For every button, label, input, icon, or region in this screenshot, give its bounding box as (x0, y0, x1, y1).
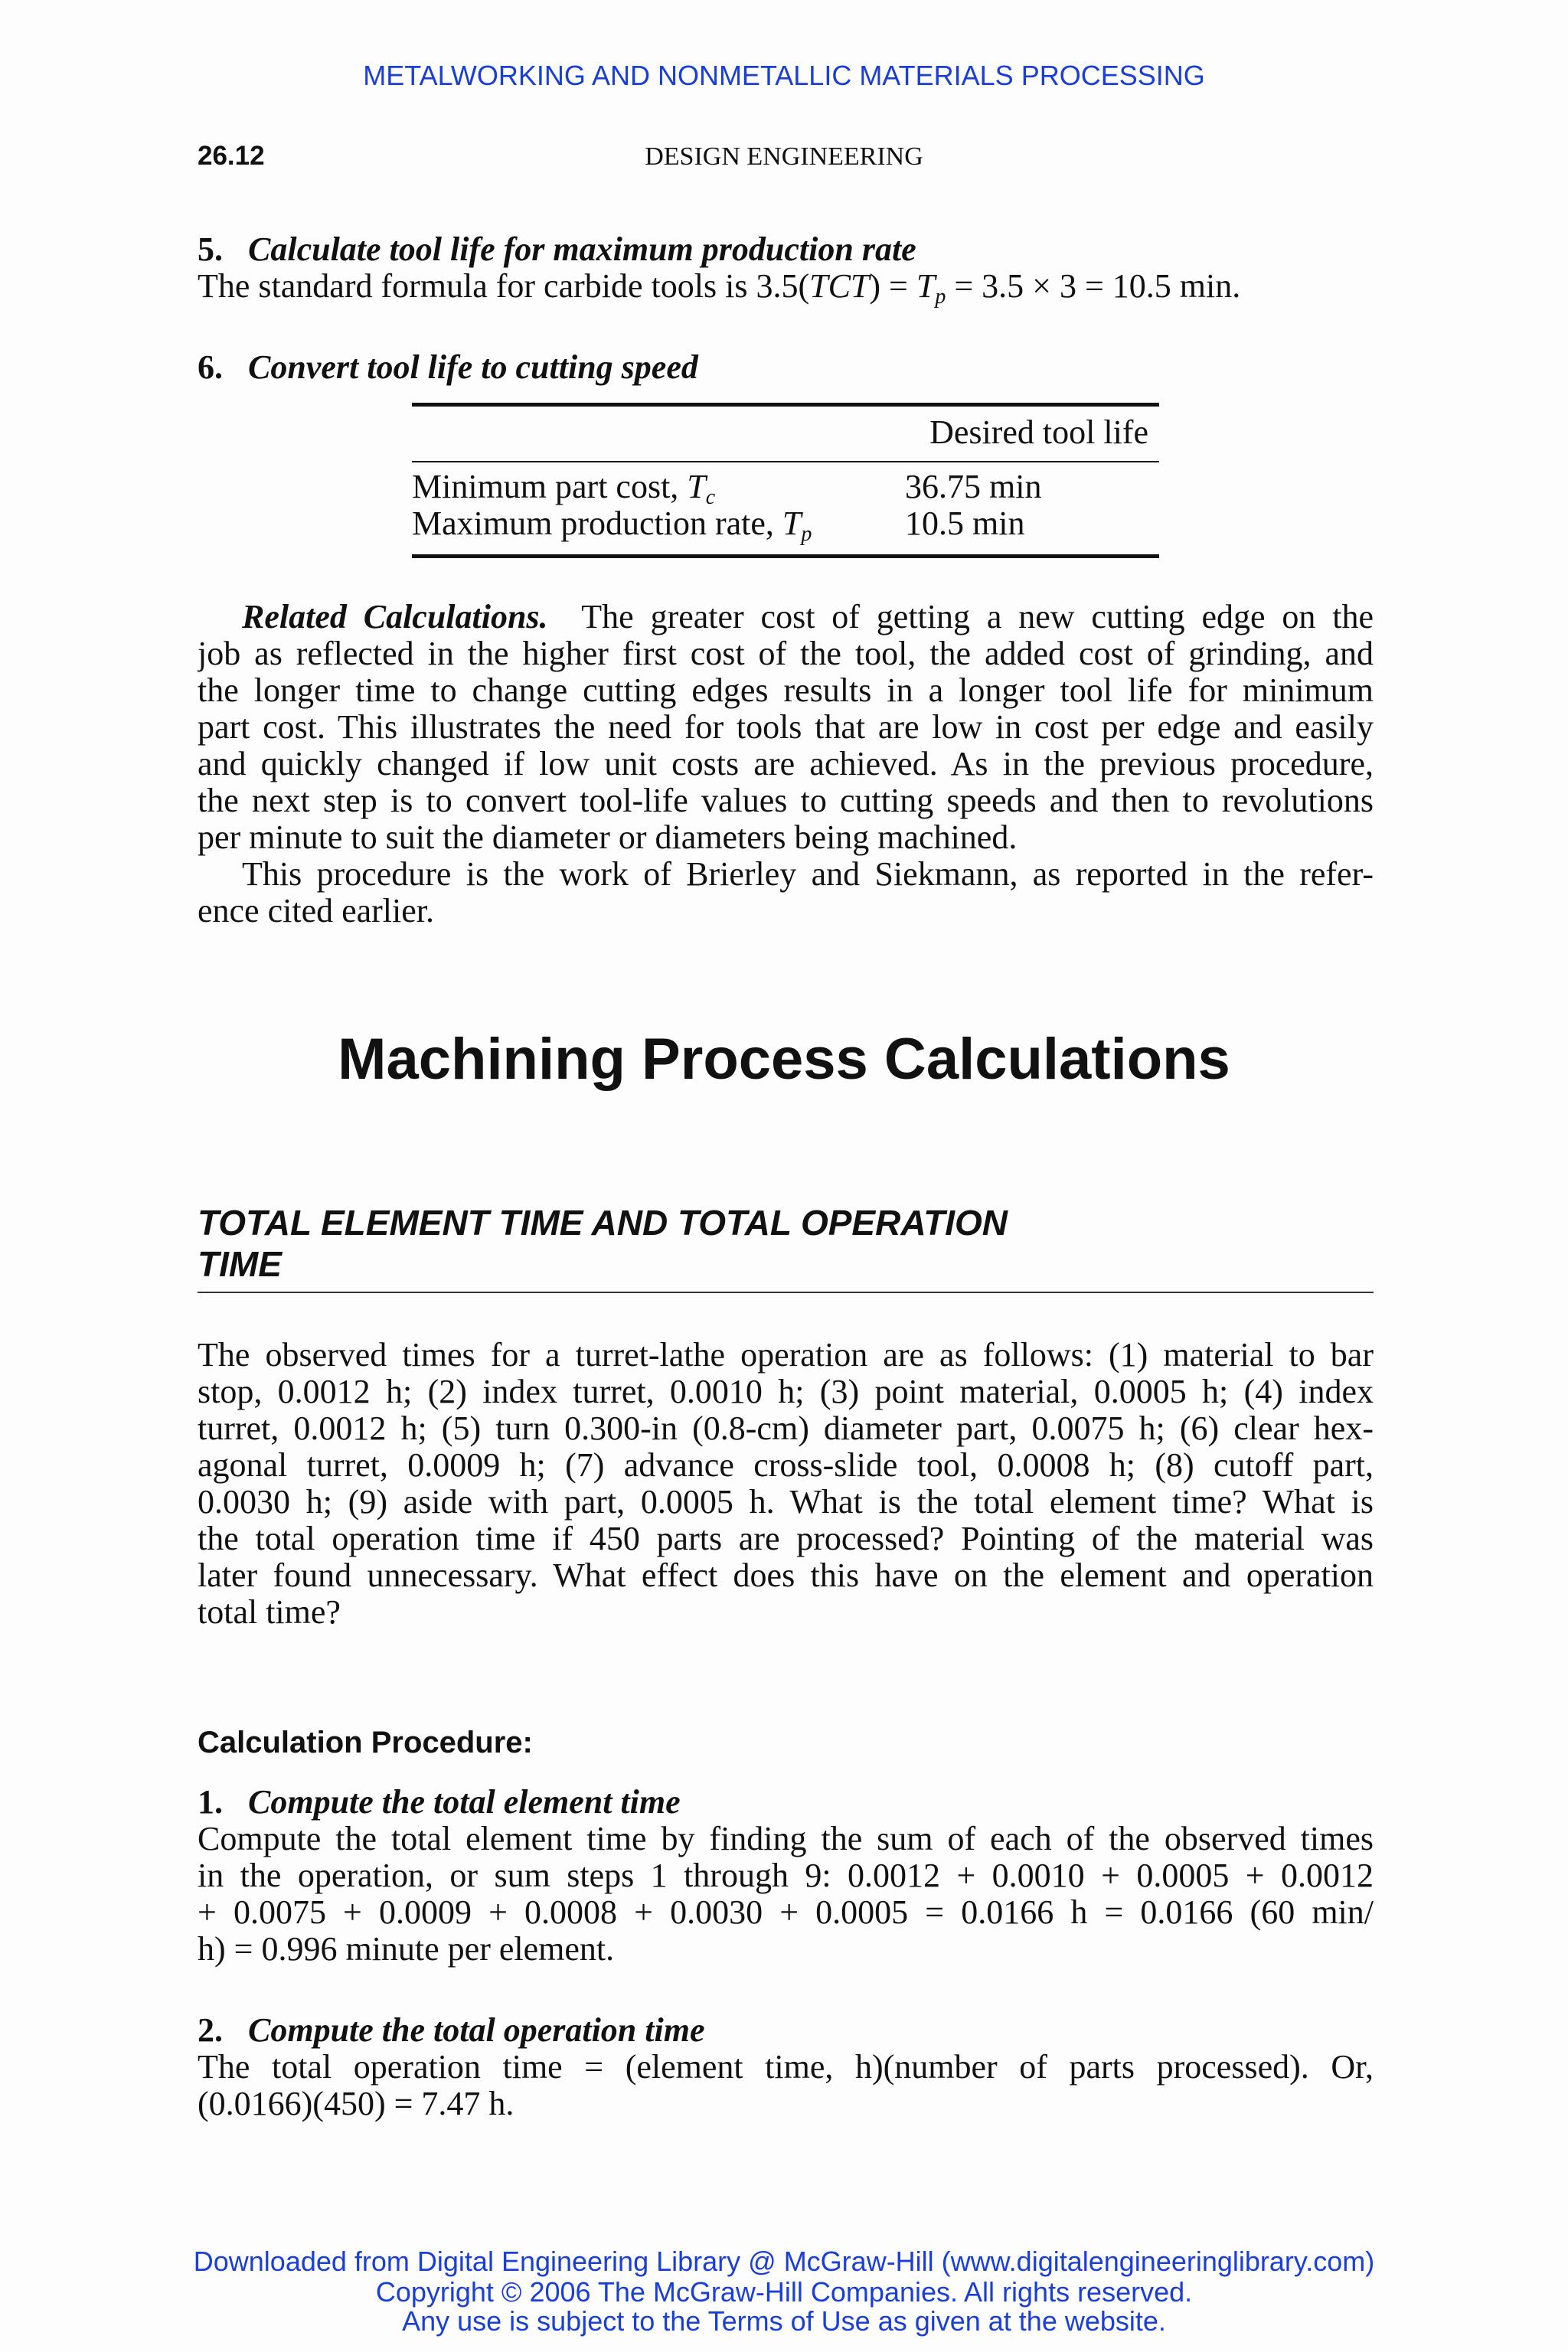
related-line: ence cited earlier. (198, 892, 435, 929)
related-line: per minute to suit the diameter or diameters being machined. (198, 818, 1018, 856)
row-value: 10.5 min (905, 505, 1025, 542)
calc1-line: in the operation, or sum steps 1 through 9: 0.0012 + 0.0010 + 0.0005 + 0.0012 (198, 1857, 1374, 1894)
footer-copyright: Copyright © 2006 The McGraw-Hill Companies. All rights reserved. (375, 2276, 1193, 2308)
calc2-line: The total operation time = (element time, h)(number of parts processed). Or, (198, 2049, 1374, 2086)
footer-terms[interactable]: Any use is subject to the Terms of Use as given at the website. (402, 2305, 1166, 2337)
step5-title: Calculate tool life for maximum production rate (248, 230, 916, 268)
problem-line: turret, 0.0012 h; (5) turn 0.300-in (0.8-cm) diameter part, 0.0075 h; (6) clear hex- (198, 1410, 1374, 1447)
step6-number: 6. (198, 348, 223, 386)
table-top-rule (412, 403, 1159, 407)
calc2-title: Compute the total operation time (248, 2011, 705, 2049)
step5-text-mid: ) = (869, 267, 916, 305)
calc1-number: 1. (198, 1783, 223, 1821)
footer-download-link[interactable]: Downloaded from Digital Engineering Library @ McGraw-Hill (www.digitalengineeringlibrary.com) (193, 2246, 1375, 2277)
section-title-line: TIME (198, 1244, 282, 1284)
row-subscript: c (705, 485, 716, 509)
row-symbol: T (782, 505, 802, 542)
step5-text (198, 267, 1374, 309)
calc2-number: 2. (198, 2011, 223, 2049)
calc1-line: + 0.0075 + 0.0009 + 0.0008 + 0.0030 + 0.0005 = 0.0166 h = 0.0166 (60 min/ (198, 1894, 1374, 1931)
calc1-title: Compute the total element time (248, 1783, 681, 1821)
step5-text-pre: The standard formula for carbide tools is 3.5( (198, 267, 810, 305)
tool-life-table (412, 403, 1159, 559)
problem-line: later found unnecessary. What effect does this have on the element and operation (198, 1557, 1374, 1594)
step5-tp: T (916, 267, 936, 305)
row-label: Maximum production rate, (412, 505, 782, 542)
calc1-line: h) = 0.996 minute per element. (198, 1930, 615, 1968)
table-row (412, 505, 1159, 546)
related-line: the longer time to change cutting edges results in a longer tool life for minimum (198, 672, 1374, 709)
row-subscript: p (801, 522, 812, 546)
related-line-text: The greater cost of getting a new cutting edge on the (581, 599, 1374, 635)
related-line: the next step is to convert tool-life values to cutting speeds and then to revolutions (198, 782, 1374, 819)
related-line: This procedure is the work of Brierley and Siekmann, as reported in the refer- (242, 856, 1374, 893)
section-title (198, 1202, 1008, 1285)
related-line: and quickly changed if low unit costs are achieved. As in the previous procedure, (198, 746, 1374, 782)
running-title: DESIGN ENGINEERING (645, 142, 923, 171)
step5-number: 5. (198, 230, 223, 268)
calc2-line: (0.0166)(450) = 7.47 h. (198, 2085, 514, 2122)
related-line: part cost. This illustrates the need for tools that are low in cost per edge and easily (198, 709, 1374, 746)
calc1-heading (198, 1784, 1374, 1821)
related-line: job as reflected in the higher first cost of the tool, the added cost of grinding, and (198, 635, 1374, 672)
problem-line: 0.0030 h; (9) aside with part, 0.0005 h. What is the total element time? What is (198, 1484, 1374, 1521)
problem-line: stop, 0.0012 h; (2) index turret, 0.0010 h; (3) point material, 0.0005 h; (4) index (198, 1374, 1374, 1410)
calc2-heading (198, 2012, 1374, 2049)
table-header: Desired tool life (929, 413, 1148, 451)
header-banner: METALWORKING AND NONMETALLIC MATERIALS PROCESSING (363, 60, 1205, 91)
table-mid-rule (412, 461, 1159, 462)
table-row (412, 468, 1159, 509)
step5-tp-sub: p (935, 285, 946, 309)
row-symbol: T (687, 468, 706, 505)
page-number: 26.12 (198, 141, 265, 171)
table-bottom-rule (412, 554, 1159, 558)
row-value: 36.75 min (905, 468, 1042, 505)
step5-text-post: = 3.5 × 3 = 10.5 min. (946, 267, 1241, 305)
step6-title: Convert tool life to cutting speed (248, 348, 698, 386)
related-line (242, 599, 1374, 635)
step5-tct: TCT (809, 267, 870, 305)
procedure-heading: Calculation Procedure: (198, 1726, 533, 1759)
problem-line: the total operation time if 450 parts are processed? Pointing of the material was (198, 1521, 1374, 1557)
related-lead: Related Calculations. (242, 599, 548, 635)
problem-line: total time? (198, 1593, 341, 1631)
section-title-line: TOTAL ELEMENT TIME AND TOTAL OPERATION (198, 1203, 1008, 1243)
row-label: Minimum part cost, (412, 468, 688, 505)
step5-heading (198, 231, 1374, 268)
section-rule (198, 1292, 1374, 1293)
problem-line: The observed times for a turret-lathe operation are as follows: (1) material to bar (198, 1337, 1374, 1374)
calc1-line: Compute the total element time by finding the sum of each of the observed times (198, 1821, 1374, 1857)
chapter-title: Machining Process Calculations (338, 1027, 1230, 1092)
step6-heading (198, 349, 1374, 386)
problem-line: agonal turret, 0.0009 h; (7) advance cross-slide tool, 0.0008 h; (8) cutoff part, (198, 1447, 1374, 1484)
